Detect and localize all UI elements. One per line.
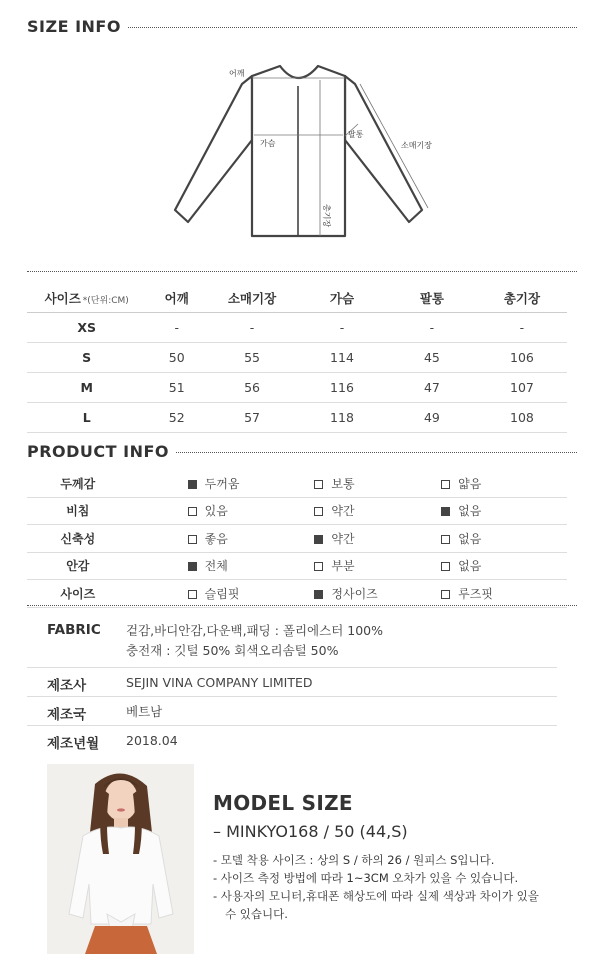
option-label: 슬림핏: [204, 586, 240, 601]
column-header: 어깨: [146, 284, 207, 313]
option-cell: [440, 497, 567, 525]
checkbox: [441, 590, 450, 599]
size-table-top-rule: [27, 271, 577, 272]
option-label: 약간: [331, 531, 355, 546]
table-row: [27, 497, 567, 525]
product-attr-label: 비침: [27, 497, 129, 525]
table-row: [27, 552, 567, 580]
table-cell: 50: [146, 343, 207, 373]
manufacture-date-label: 제조년월: [47, 736, 100, 752]
option-cell: [313, 497, 440, 525]
option-label: 부분: [331, 559, 355, 574]
size-cell: S: [27, 343, 146, 373]
table-cell: 114: [297, 343, 387, 373]
option-cell: [187, 580, 314, 608]
option-label: 전체: [204, 559, 228, 574]
option-label: 얇음: [458, 476, 482, 491]
product-info-title: PRODUCT INFO: [27, 442, 175, 461]
checkbox: [441, 480, 450, 489]
option-cell: [313, 470, 440, 497]
maker-value: SEJIN VINA COMPANY LIMITED: [126, 675, 313, 690]
country-value: 베트남: [126, 704, 163, 719]
checkbox: [314, 507, 323, 516]
size-info-title: SIZE INFO: [27, 17, 127, 36]
model-photo: [47, 764, 194, 954]
product-attr-label: 두께감: [27, 470, 129, 497]
size-header-cell: [27, 284, 146, 313]
size-cell: L: [27, 403, 146, 433]
option-cell: [187, 470, 314, 497]
country-label: 제조국: [47, 707, 87, 723]
divider: [27, 725, 557, 726]
table-row: [27, 373, 567, 403]
details-dotted-rule: [27, 605, 577, 606]
model-size-subtitle: – MINKYO168 / 50 (44,S): [213, 822, 408, 841]
option-label: 없음: [458, 559, 482, 574]
size-cell: M: [27, 373, 146, 403]
option-cell: [187, 497, 314, 525]
option-cell: [187, 552, 314, 580]
table-row: [27, 525, 567, 553]
list-item: - 모델 착용 사이즈 : 상의 S / 하의 26 / 원피스 S입니다.: [213, 853, 495, 867]
size-cell: XS: [27, 313, 146, 343]
option-cell: [440, 580, 567, 608]
checkbox: [314, 480, 323, 489]
table-cell: -: [207, 313, 297, 343]
maker-label: 제조사: [47, 678, 87, 694]
table-cell: 57: [207, 403, 297, 433]
checkbox: [314, 590, 323, 599]
checkbox: [314, 535, 323, 544]
table-row: [27, 403, 567, 433]
table-row: [27, 313, 567, 343]
divider: [27, 667, 557, 668]
table-cell: -: [146, 313, 207, 343]
table-cell: -: [477, 313, 567, 343]
table-cell: 49: [387, 403, 477, 433]
table-cell: -: [297, 313, 387, 343]
unit-note: *(단위:CM): [82, 296, 129, 306]
table-row: [27, 580, 567, 608]
checkbox: [188, 535, 197, 544]
option-cell: [313, 552, 440, 580]
checkbox: [188, 590, 197, 599]
option-label: 없음: [458, 531, 482, 546]
jacket-measurement-diagram: [0, 40, 600, 290]
option-cell: [440, 525, 567, 553]
table-cell: -: [387, 313, 477, 343]
table-cell: 56: [207, 373, 297, 403]
table-row: [27, 343, 567, 373]
size-table: [27, 284, 567, 433]
sleeve-length-label: 소매기장: [401, 141, 432, 150]
sleeve-width-label: 팔통: [348, 130, 364, 139]
checkbox: [441, 535, 450, 544]
product-attr-label: 사이즈: [27, 580, 129, 608]
table-cell: 107: [477, 373, 567, 403]
option-label: 정사이즈: [331, 586, 378, 601]
product-info-table: [27, 470, 567, 608]
list-item: - 사이즈 측정 방법에 따라 1~3CM 오차가 있을 수 있습니다.: [213, 871, 519, 885]
shoulder-label: 어깨: [229, 69, 245, 78]
checkbox: [188, 507, 197, 516]
column-header: 소매기장: [207, 284, 297, 313]
checkbox: [441, 507, 450, 516]
option-cell: [313, 580, 440, 608]
option-cell: [313, 525, 440, 553]
checkbox: [188, 562, 197, 571]
fabric-label: FABRIC: [47, 622, 101, 638]
option-cell: [440, 470, 567, 497]
checkbox: [314, 562, 323, 571]
table-cell: 108: [477, 403, 567, 433]
model-notes: [213, 851, 543, 923]
manufacture-date-value: 2018.04: [126, 733, 178, 748]
table-cell: 52: [146, 403, 207, 433]
checkbox: [441, 562, 450, 571]
table-cell: 51: [146, 373, 207, 403]
option-label: 루즈핏: [458, 586, 493, 601]
table-cell: 47: [387, 373, 477, 403]
list-item: - 사용자의 모니터,휴대폰 해상도에 따라 실제 색상과 차이가 있을 수 있습니다.: [213, 889, 539, 921]
product-attr-label: 신축성: [27, 525, 129, 553]
chest-label: 가슴: [260, 139, 276, 148]
table-row: [27, 470, 567, 497]
fabric-line-1: 겉감,바디안감,다운백,패딩 : 폴리에스터 100%: [126, 623, 383, 638]
option-label: 두꺼움: [204, 476, 240, 491]
table-cell: 106: [477, 343, 567, 373]
option-cell: [187, 525, 314, 553]
size-header-label: 사이즈: [44, 291, 81, 306]
size-table-header-row: [27, 284, 567, 313]
option-label: 없음: [458, 504, 482, 519]
product-attr-label: 안감: [27, 552, 129, 580]
column-header: 팔통: [387, 284, 477, 313]
option-label: 좋음: [204, 531, 228, 546]
checkbox: [188, 480, 197, 489]
column-header: 총기장: [477, 284, 567, 313]
divider: [27, 696, 557, 697]
table-cell: 116: [297, 373, 387, 403]
table-cell: 118: [297, 403, 387, 433]
jacket-left-sleeve: [175, 76, 252, 222]
table-cell: 55: [207, 343, 297, 373]
option-label: 약간: [331, 504, 355, 519]
option-label: 있음: [204, 504, 228, 519]
model-size-title: MODEL SIZE: [213, 791, 353, 815]
column-header: 가슴: [297, 284, 387, 313]
option-label: 보통: [331, 476, 355, 491]
table-cell: 45: [387, 343, 477, 373]
total-length-label: 총기장: [322, 204, 331, 228]
fabric-line-2: 충전재 : 깃털 50% 회색오리솜털 50%: [126, 643, 339, 658]
option-cell: [440, 552, 567, 580]
